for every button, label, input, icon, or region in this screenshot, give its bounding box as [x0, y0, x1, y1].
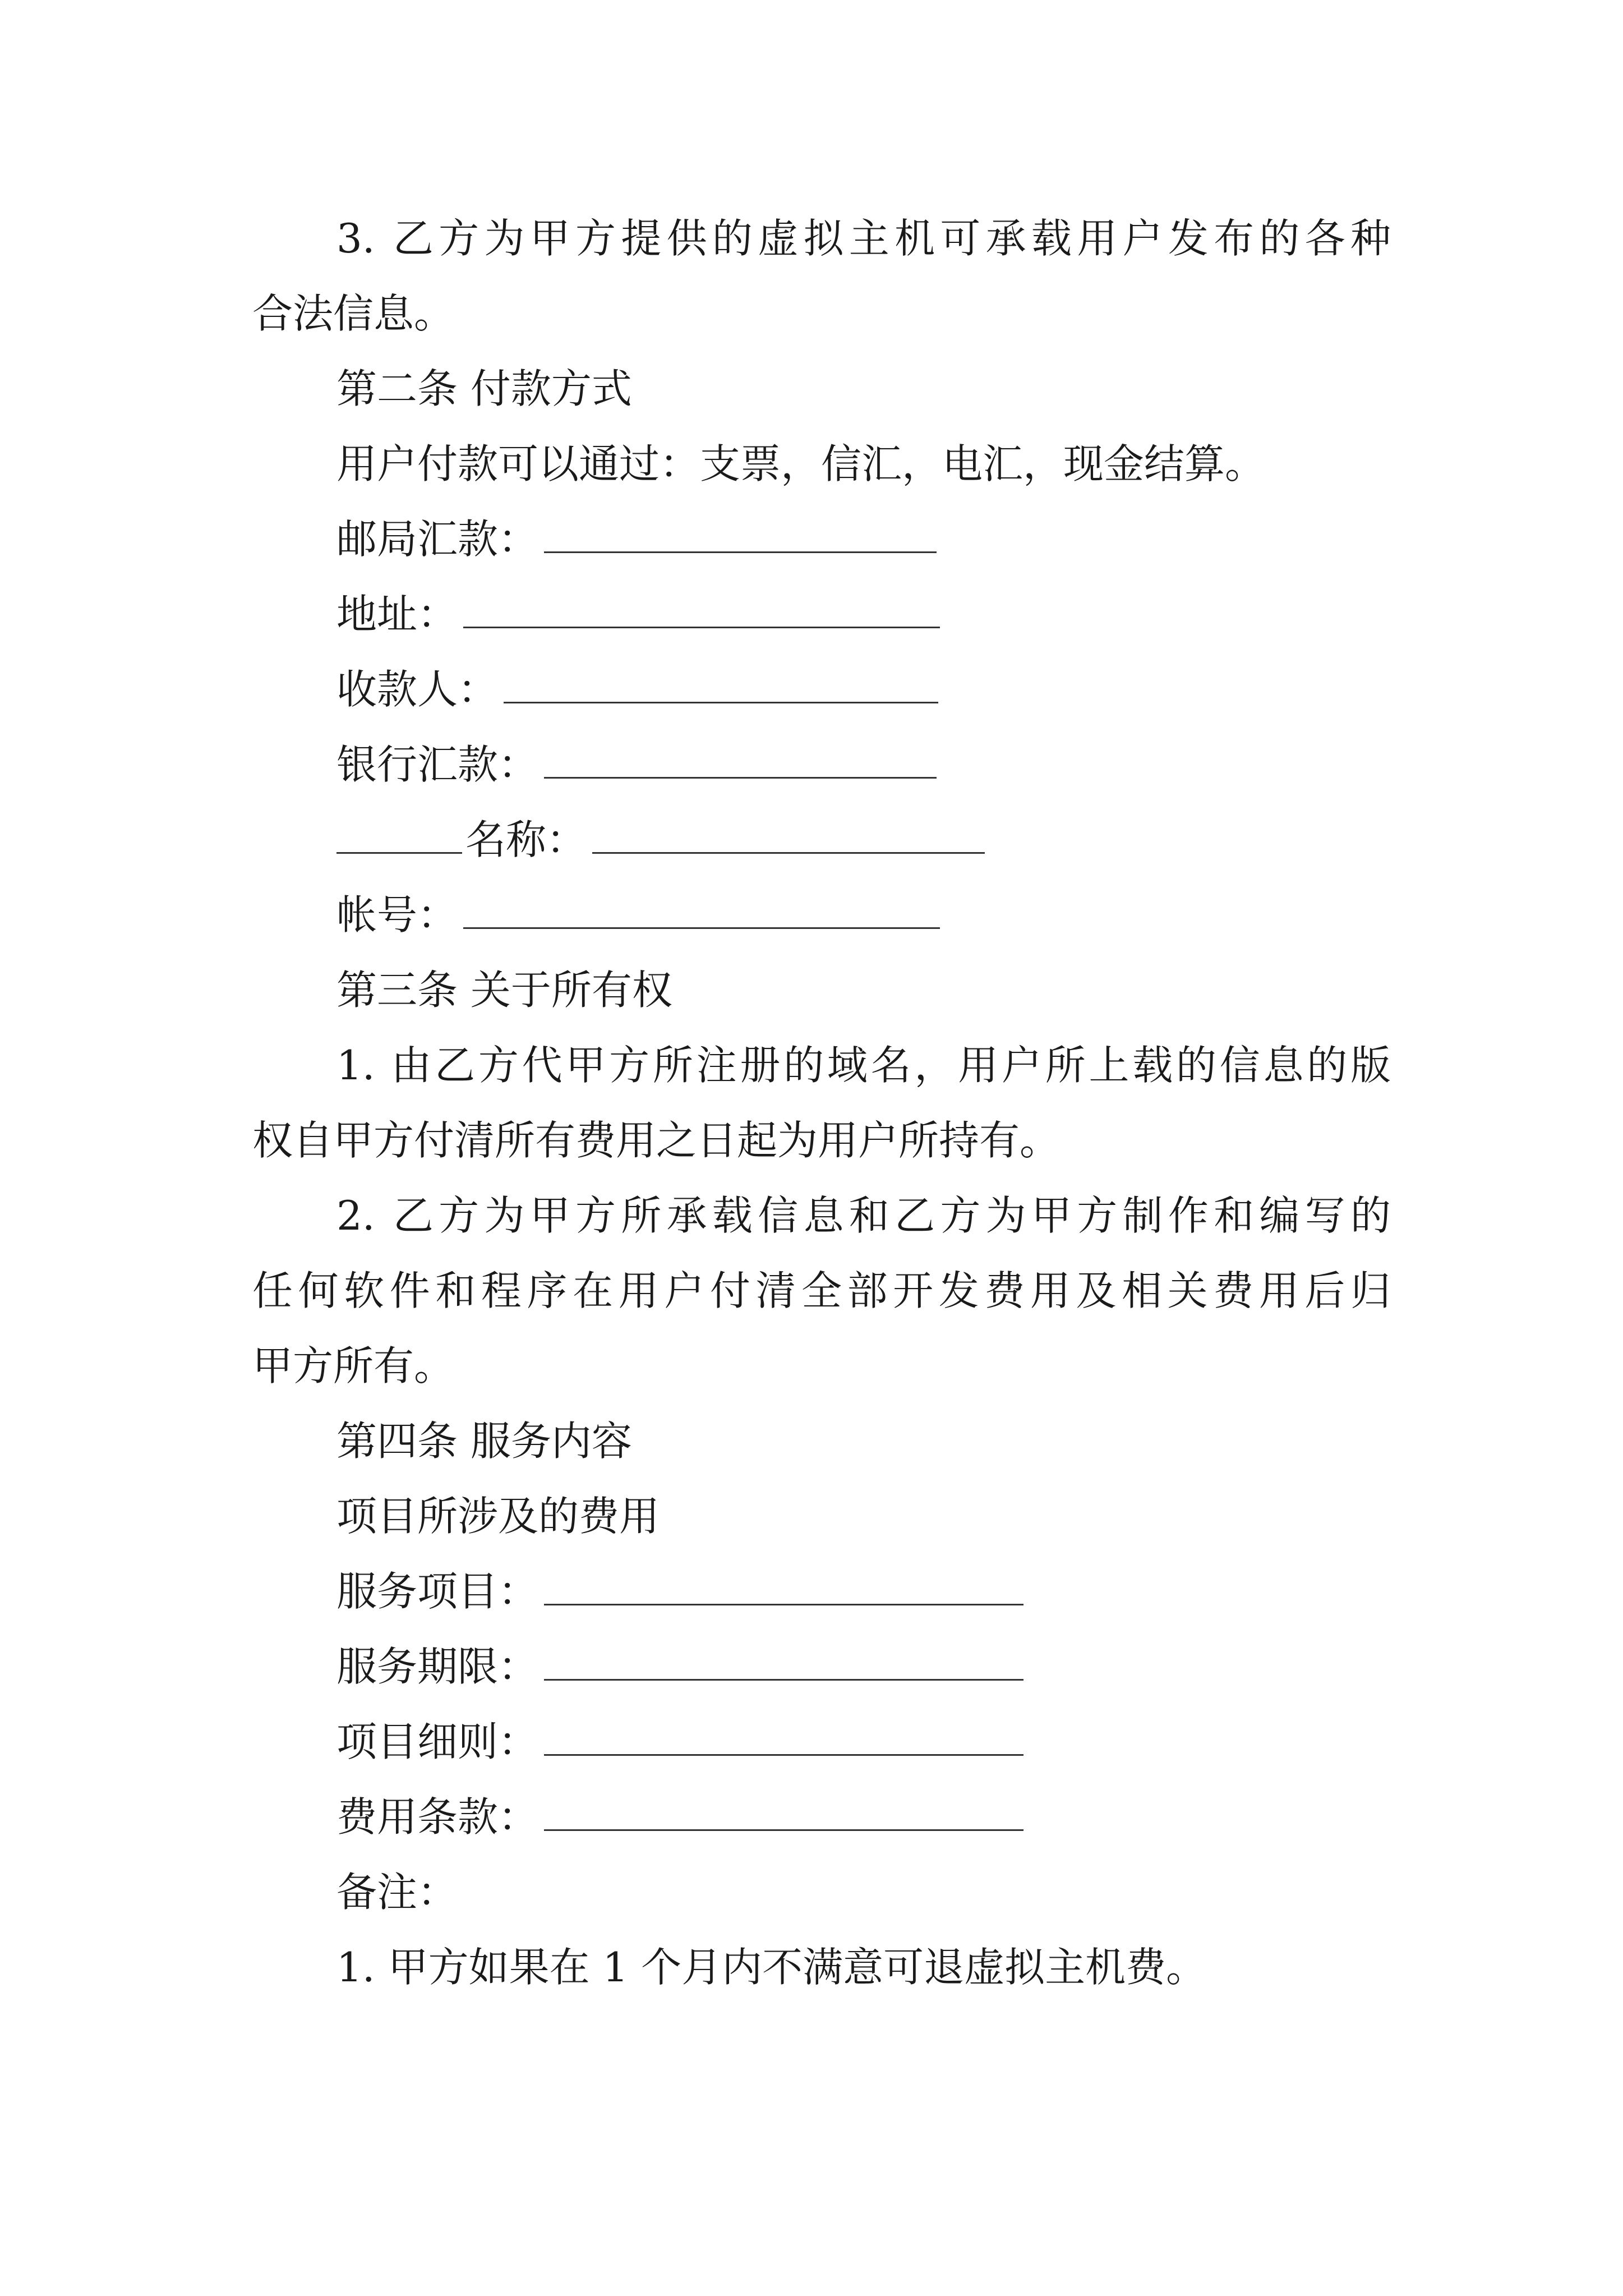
- address-label: 地址：: [336, 591, 458, 638]
- account-field: [336, 890, 940, 940]
- fee-terms-blank: [544, 1795, 1023, 1831]
- name-blank: [592, 817, 985, 854]
- bank-remit-blank: [544, 742, 937, 779]
- payee-blank: [504, 667, 938, 703]
- name-label: 名称：: [465, 816, 587, 863]
- account-label: 帐号：: [336, 891, 458, 938]
- service-item-label: 服务项目：: [336, 1568, 539, 1615]
- payee-label: 收款人：: [336, 666, 499, 713]
- service-term-blank: [544, 1644, 1023, 1681]
- item-detail-label: 项目细则：: [336, 1718, 539, 1765]
- item-detail-blank: [544, 1719, 1023, 1756]
- fee-terms-label: 费用条款：: [336, 1793, 539, 1841]
- account-blank: [463, 892, 940, 929]
- bank-remit-label: 银行汇款：: [336, 741, 539, 788]
- clause-3-2-line-2: 任何软件和程序在用户付清全部开发费用及相关费用后归: [252, 1267, 1391, 1314]
- clause-1-3-line-2: 合法信息。: [252, 290, 455, 337]
- item-detail-field: [336, 1717, 1023, 1767]
- post-remit-field: [336, 514, 937, 564]
- post-remit-blank: [544, 517, 937, 553]
- service-term-field: [336, 1641, 1023, 1692]
- payment-methods-text: 用户付款可以通过：支票，信汇，电汇，现金结算。: [336, 440, 1266, 487]
- address-field: [336, 589, 940, 639]
- name-lead-blank: [336, 817, 462, 854]
- clause-1-3-line-1: 3. 乙方为甲方提供的虚拟主机可承载用户发布的各种: [336, 215, 1391, 262]
- article-3-heading: 第三条 关于所有权: [336, 967, 672, 1014]
- remarks-heading: 备注：: [336, 1869, 458, 1916]
- service-item-blank: [544, 1569, 1023, 1605]
- article-2-heading: 第二条 付款方式: [336, 365, 632, 412]
- address-blank: [463, 592, 940, 628]
- name-field: [336, 815, 985, 865]
- clause-3-2-line-1: 2. 乙方为甲方所承载信息和乙方为甲方制作和编写的: [336, 1192, 1391, 1239]
- post-remit-label: 邮局汇款：: [336, 516, 539, 563]
- service-item-field: [336, 1566, 1023, 1617]
- project-fees-heading: 项目所涉及的费用: [336, 1493, 660, 1540]
- clause-3-1-line-1: 1. 由乙方代甲方所注册的域名，用户所上载的信息的版: [336, 1042, 1391, 1089]
- article-4-heading: 第四条 服务内容: [336, 1418, 632, 1465]
- service-term-label: 服务期限：: [336, 1643, 539, 1690]
- fee-terms-field: [336, 1792, 1023, 1842]
- clause-3-1-line-2: 权自甲方付清所有费用之日起为用户所持有。: [252, 1117, 1061, 1164]
- payee-field: [336, 664, 938, 715]
- bank-remit-field: [336, 739, 937, 790]
- clause-3-2-line-3: 甲方所有。: [252, 1342, 455, 1389]
- remark-1: 1. 甲方如果在 1 个月内不满意可退虚拟主机费。: [336, 1944, 1207, 1991]
